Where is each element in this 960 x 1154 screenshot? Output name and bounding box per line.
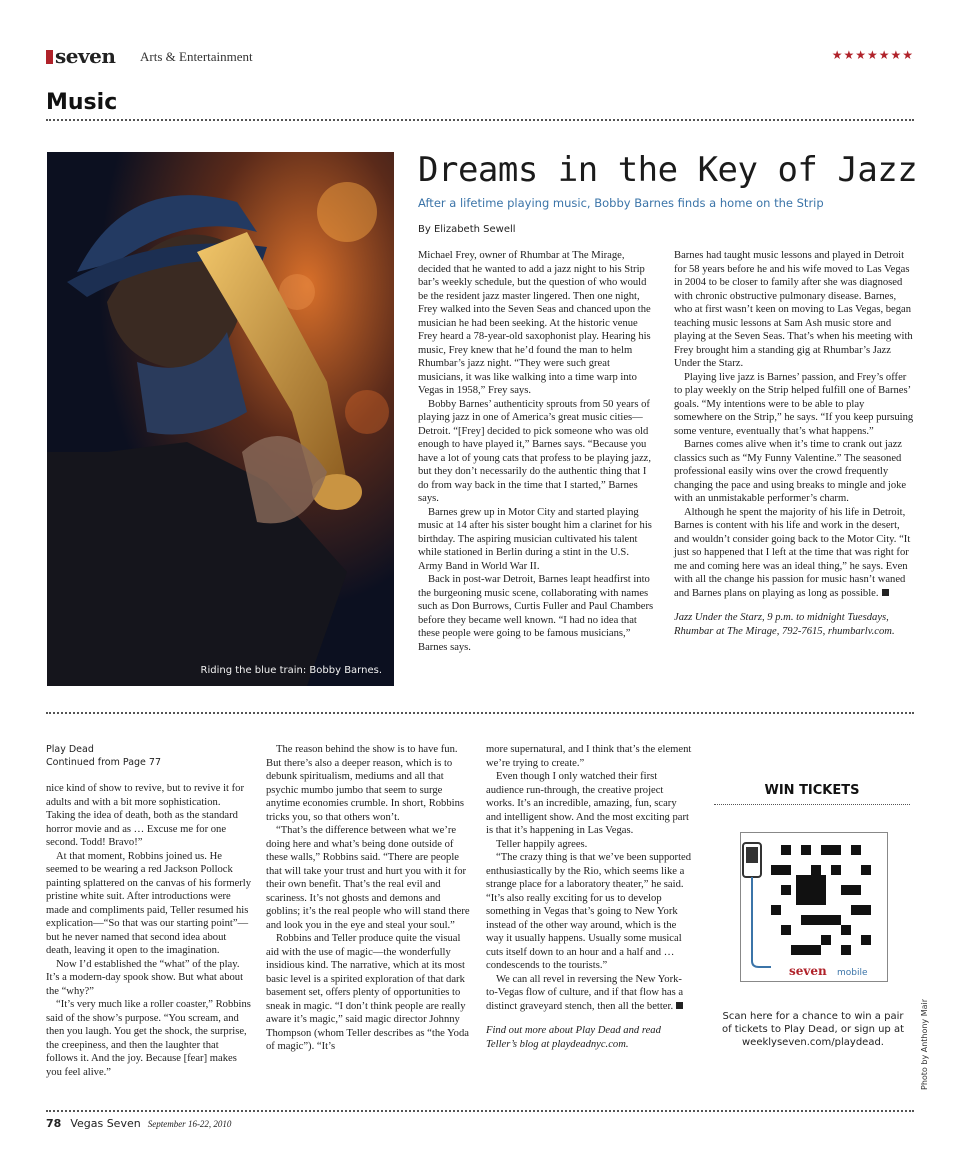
continued-from: Continued from Page 77: [46, 757, 162, 768]
paragraph: Bobby Barnes’ authenticity sprouts from 50 years of playing jazz in one of America’s great music cities—Detroit. “[Frey] decided to pick someone who was old enough to have played it,” Barnes says. “Because you have a lot of young cats that profess to be playing jazz, but they don’t necessarily do the authentic thing that I do from way back in the time that I started,” Barnes says.: [418, 398, 651, 504]
qr-code-icon: [741, 833, 887, 981]
paragraph: Michael Frey, owner of Rhumbar at The Mirage, decided that he wanted to add a jazz night to his Strip bar’s weekly schedule, but the question of who would be the resident jazz master lingered. Then one night, Frey walked into the Seven Seas and chanced upon the musician he had been seeking. At the historic venue Frey heard a 78-year-old saxophonist play. Hearing his music, Frey knew that he’d found the man to helm Rhumbar’s jazz night. “They were such great musicians, it was like walking into a time warp into Vegas in 1958,” Frey says.: [418, 250, 651, 396]
paragraph-text: We can all revel in reversing the New York-to-Vegas flow of culture, and if that flow has a distinct graveyard stench, then all the better.: [486, 973, 684, 1012]
article-headline: Dreams in the Key of Jazz: [418, 150, 918, 190]
page-section-title: Music: [46, 90, 118, 115]
paragraph: Back in post-war Detroit, Barnes leapt headfirst into the burgeoning music scene, collaborating with names such as Don Burrows, Curtis Fuller and Paul Chambers before they became well known. “I had no idea that these people were going to be famous musicians,” Barnes says.: [418, 574, 654, 653]
brand-logo: [46, 44, 115, 68]
continued-column-2: [266, 743, 472, 1054]
paragraph: The reason behind the show is to have fun. But there’s also a deeper reason, which is to debunk spiritualism, mediums and all that psychic mumbo jumbo that seem to surge anytime economies crumble. In short, Robbins tricks you, so that others won’t.: [266, 744, 465, 823]
paragraph: “That’s the difference between what we’re doing here and what’s being done outside of these walls,” Robbins said. “There are people that will take your trust and hurt you with it for their own benefit. That’s the real evil and scariness. It’s not ghosts and demons and goblins; it’s the real people who will stand there and look you in the eye and steal your soul.”: [266, 825, 470, 931]
brand-name: seven: [55, 44, 116, 68]
saxophonist-photo-image: [47, 152, 394, 686]
paragraph: “The crazy thing is that we’ve been supported enthusiastically by the Rio, which seems like a strange place for a laboratory theater,” he said. “It’s also really exciting for us to develop something in Vegas that’s going to New York instead of the other way around, which is the way it usually happens. Usually some musical cuts itself down to an hour and a half and … condescends to the tourists.”: [486, 852, 692, 971]
qr-brand-label: seven: [789, 964, 827, 978]
continued-column-1: [46, 743, 252, 1079]
paragraph: nice kind of show to revive, but to revive it for adults and with a bit more sophistication. Taking the idea of death, both as the standard horror movie and as … Excuse me for one second. Todd! Bravo!”: [46, 783, 244, 848]
article-column-2: [674, 249, 914, 638]
end-mark-icon: [882, 589, 889, 596]
paragraph: Teller happily agrees.: [496, 838, 588, 850]
page-footer: [46, 1116, 231, 1131]
page-number: 78: [46, 1117, 62, 1130]
paragraph: [674, 506, 914, 601]
paragraph: “It’s very much like a roller coaster,” Robbins said of the show’s purpose. “You scream, and then you laugh. You get the shock, the surprise, the creepiness, and then the laughter that follows it. And the joy. Because [fear] makes you feel alive.”: [46, 999, 251, 1078]
paragraph: Now I’d established the “what” of the play. It’s a modern-day spook show. But what about the “why?”: [46, 958, 244, 997]
article-column-1: [418, 249, 654, 654]
article-info-note: Jazz Under the Starz, 9 p.m. to midnight Tuesdays, Rhumbar at The Mirage, 792-7615, rhumbarlv.com.: [674, 612, 895, 637]
section-label: Arts & Entertainment: [140, 49, 253, 64]
magazine-name: Vegas Seven: [70, 1117, 141, 1130]
paragraph: Barnes had taught music lessons and played in Detroit for 58 years before he and his wife moved to Las Vegas in 2004 to be closer to family after she was diagnosed with chronic obstructive pulmonary disease. Barnes, who at first wasn’t keen on moving to Las Vegas, began teaching music lessons at Sam Ash music store and playing at the Seven Seas. That’s when his meeting with Frey brought him a standing gig at Rhumbar’s Jazz Under the Starz.: [674, 250, 913, 369]
paragraph: Barnes grew up in Motor City and started playing music at 14 after his sister bought him a clarinet for his birthday. The aspiring musician cultivated his talent while stationed in Berlin during a stint in the U.S. Army Band in World War II.: [418, 506, 652, 572]
issue-date: September 16-22, 2010: [147, 1119, 232, 1129]
end-mark-icon: [676, 1002, 683, 1009]
article-deck: After a lifetime playing music, Bobby Barnes finds a home on the Strip: [418, 196, 824, 210]
paragraph: At that moment, Robbins joined us. He seemed to be wearing a red Jackson Pollock painting splattered on the canvas of his formerly pristine white suit. After introductions were made and compliments paid, Teller resumed his explication—“So that was our starting point”—but he never named that second idea about death, leaving it open to the imagination.: [46, 850, 252, 956]
paragraph: Robbins and Teller produce quite the visual aid with the use of magic—the wonderfully insidious kind. The narrative, which at its most basic level is a spirited exploration of that dark basement set, offers plenty of opportunities to sneak in magic. “I don’t think people are really aware it’s magic,” said magic director Johnny Thompson (whom Teller describes as “the Yoda of magic”). “It’s: [266, 933, 469, 1052]
continued-column-3: [486, 743, 692, 1051]
divider-bottom: [46, 1110, 914, 1112]
paragraph: [486, 973, 692, 1014]
paragraph: more supernatural, and I think that’s the element we’re trying to create.”: [486, 744, 692, 769]
photo-credit: Photo by Anthony Mair: [920, 998, 929, 1090]
qr-code[interactable]: [740, 832, 888, 982]
divider-top: [46, 119, 914, 121]
rating-stars: ★★★★★★★: [831, 48, 914, 62]
divider-middle: [46, 712, 914, 714]
win-tickets-title: WIN TICKETS: [764, 783, 860, 798]
qr-brand-suffix: mobile: [837, 968, 868, 978]
continued-title: Play Dead: [46, 744, 94, 755]
paragraph: Barnes comes alive when it’s time to crank out jazz classics such as “My Funny Valentine.” The seasoned professional easily wins over the crowd frequently changing the pace and using breaks to mingle and joke with an unmistakable performer’s charm.: [674, 439, 907, 504]
continued-info-note: Find out more about Play Dead and read Teller’s blog at playdeadnyc.com.: [486, 1025, 661, 1050]
paragraph: Playing live jazz is Barnes’ passion, and Frey’s offer to play weekly on the Strip helped fulfill one of Barnes’ goals. “My intentions were to be able to play somewhere on the Strip,” he says. “If you keep pursuing some venture, eventually that’s what happens.”: [674, 371, 914, 437]
article-byline: By Elizabeth Sewell: [418, 224, 516, 235]
paragraph-text: Although he spent the majority of his life in Detroit, Barnes is content with his life and work in the desert, and wouldn’t consider going back to the Motor City. “It just so happened that I left at the time that was right for me and coming here was an ideal thing,” he says. Even with all the change his passion for music hasn’t waned and Barnes plans on playing as long as possible.: [674, 506, 911, 599]
logo-mark-icon: [46, 50, 53, 64]
scan-instructions: Scan here for a chance to win a pair of tickets to Play Dead, or sign up at weeklyseven.com/playdead.: [721, 1011, 905, 1048]
paragraph: Even though I only watched their first audience run-through, the creative project works. It’s an incredible, amazing, fun, scary and intelligent show. And the most exciting part is that it’s happening in Las Vegas.: [486, 771, 689, 836]
sidebar-divider: [714, 804, 910, 805]
article-photo: [47, 152, 394, 686]
photo-caption: Riding the blue train: Bobby Barnes.: [200, 665, 382, 676]
